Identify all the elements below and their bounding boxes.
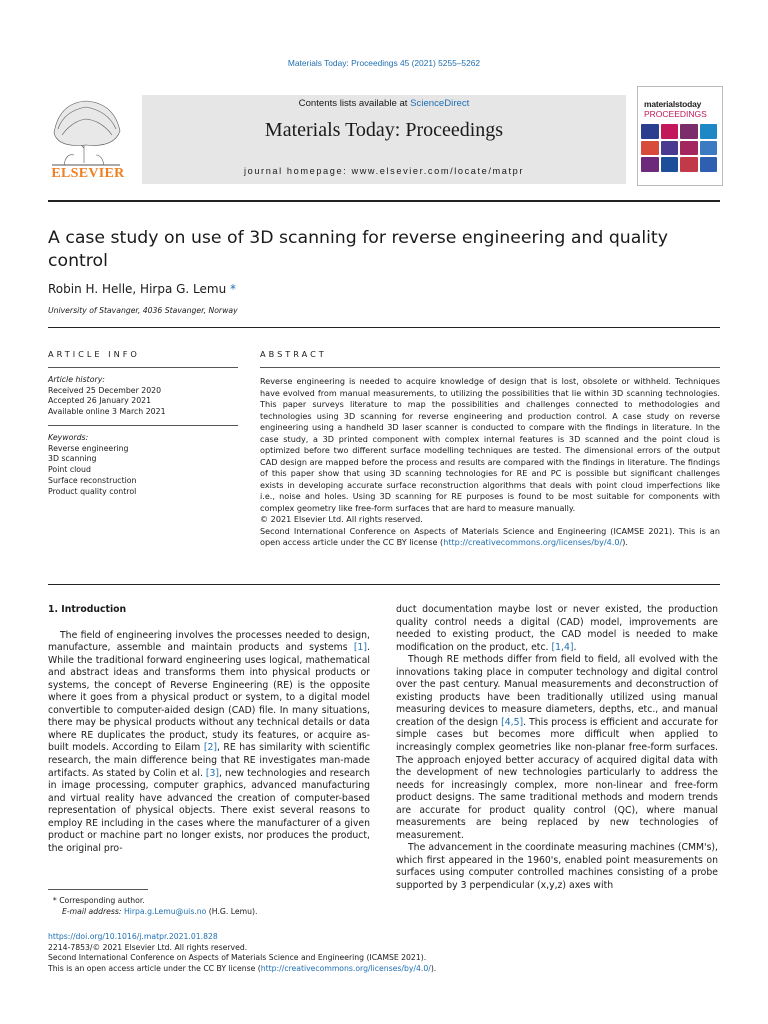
page-footer <box>48 932 720 974</box>
text-run: Though RE methods differ from field to field, all evolved with the innovations taking place in computer technology and digital control over the past century. Manual measurements and deconstruction of existing products have been traditionally utilized using manual measuring devices to measure diameters, depths, etc., and manual creation of the design <box>396 654 718 728</box>
cover-tile <box>680 157 698 172</box>
cover-tile <box>680 141 698 156</box>
cover-brand: materialstoday <box>644 99 702 109</box>
author-email-link[interactable]: Hirpa.g.Lemu@uis.no <box>123 907 207 916</box>
keyword: Surface reconstruction <box>48 475 137 485</box>
article-info-heading: ARTICLE INFO <box>48 349 140 359</box>
abstract-license <box>260 526 720 549</box>
text-run: , new technologies and research in image processing, computer graphics, advanced manufacturing and virtual reality have advanced the creation of computer-based representation of physical objects. There exist several reasons to employ RE including in the cases where the manufacturer of a given product or machine part no longer exists, nor produces the product, the original pro- <box>48 767 371 854</box>
email-label: E-mail address: <box>62 907 124 916</box>
keyword: 3D scanning <box>48 454 97 464</box>
cover-tile <box>680 124 698 139</box>
doi-link[interactable]: https://doi.org/10.1016/j.matpr.2021.01.828 <box>48 932 218 941</box>
cover-image-grid <box>641 124 717 172</box>
citation-link[interactable]: [2] <box>203 742 217 754</box>
online-date: Available online 3 March 2021 <box>48 407 166 417</box>
journal-homepage[interactable]: journal homepage: www.elsevier.com/locate/matpr <box>244 166 524 176</box>
cover-subtitle: PROCEEDINGS <box>644 109 707 119</box>
intro-paragraph-3: The advancement in the coordinate measuring machines (CMM's), which first appeared in the 1960's, enabled point measurements on surfaces using computer controlled machines consisting of a probe supported by 3 perpendicular (x,y,z) axes with <box>396 842 718 892</box>
footer-license-prefix: This is an open access article under the CC BY license ( <box>48 963 261 973</box>
abstract-license-close: ). <box>622 537 628 547</box>
footnote-mark: * <box>52 896 57 905</box>
info-rule <box>48 367 238 368</box>
article-history <box>48 375 238 418</box>
header-rule <box>48 200 720 202</box>
intro-paragraph-1-continued <box>396 604 718 654</box>
cover-tile <box>700 124 718 139</box>
abstract-body <box>260 376 720 549</box>
text-run: duct documentation maybe lost or never existed, the production quality control needs a digital (CAD) model, improvements are needed to existing product, the CAD model is needed to make modification on the product, etc. <box>396 604 718 653</box>
citation-link[interactable]: [4,5] <box>501 716 524 728</box>
journal-reference-link[interactable]: Materials Today: Proceedings 45 (2021) 5255–5262 <box>287 58 481 68</box>
footer-license-link[interactable]: http://creativecommons.org/licenses/by/4.0/ <box>260 963 431 973</box>
journal-name: Materials Today: Proceedings <box>264 119 504 141</box>
issn-line: 2214-7853/© 2021 Elsevier Ltd. All rights reserved. <box>48 942 248 952</box>
keywords-block <box>48 433 238 497</box>
text-run: The field of engineering involves the processes needed to design, manufacture, assemble and maintain products and systems <box>48 629 370 654</box>
authors-text: Robin H. Helle, Hirpa G. Lemu <box>48 282 227 296</box>
keywords-rule <box>48 425 238 426</box>
abstract-license-link[interactable]: http://creativecommons.org/licenses/by/4.0/ <box>443 537 623 547</box>
keyword: Product quality control <box>48 486 137 496</box>
footer-license-close: ). <box>430 963 437 973</box>
corresponding-author-mark[interactable]: * <box>226 282 237 296</box>
elsevier-wordmark: ELSEVIER <box>51 166 125 181</box>
keyword: Point cloud <box>48 465 91 475</box>
text-run: . This process is efficient and accurate for simple cases but becomes more difficult when applied to increasingly complex geometries like non-planar free-form surfaces. The approach enjoyed better accuracy of acquired digital data with the development of new technologies particularly to address the needs for increasingly complex, more non-linear and free-form product designs. The same traditional methods and modern trends are accurate for product quality control (QC), where manual measurements are being replaced by new technologies of measurement. <box>396 716 718 841</box>
citation-link[interactable]: [3] <box>205 767 220 779</box>
citation-link[interactable]: [1,4] <box>551 641 574 653</box>
keyword: Reverse engineering <box>48 443 129 453</box>
cover-tile <box>700 141 718 156</box>
footnote-rule <box>48 889 148 890</box>
email-suffix: (H.G. Lemu). <box>206 907 258 916</box>
article-title: A case study on use of 3D scanning for reverse engineering and quality control <box>48 228 668 271</box>
intro-paragraph-2 <box>396 654 718 842</box>
citation-link[interactable]: [1] <box>353 642 368 654</box>
contents-line <box>142 98 626 109</box>
abstract-conference: Second International Conference on Aspects of Materials Science and Engineering (ICAMSE 2021). This is an open access article under the CC BY license ( <box>260 525 720 547</box>
accepted-date: Accepted 26 January 2021 <box>48 396 152 406</box>
cover-tile <box>700 157 718 172</box>
journal-cover-thumbnail <box>637 86 723 186</box>
body-column-right <box>396 604 718 893</box>
footnote-text: Corresponding author. <box>59 896 145 905</box>
sciencedirect-link[interactable]: ScienceDirect <box>410 98 470 109</box>
affiliation: University of Stavanger, 4036 Stavanger, Norway <box>48 306 238 315</box>
cover-tile <box>641 141 659 156</box>
text-run: . <box>573 641 577 653</box>
title-rule <box>48 327 720 328</box>
footer-conference: Second International Conference on Aspects of Materials Science and Engineering (ICAMSE 2021). <box>48 953 427 962</box>
abstract-copyright: © 2021 Elsevier Ltd. All rights reserved. <box>260 514 423 524</box>
text-run: . While the traditional forward engineering uses logical, mathematical and abstract ideas and transforms them into physical products or systems, the concept of Reverse Engineering (RE) is the opposite where it goes from a physical product or system, to a digital model convertible to computer-aided design (CAD) file. In many situations, there may be physical products without any technical details or data where RE duplicates the product, study its features, or acquire as-built models. According to Eilam <box>48 642 370 754</box>
body-column-left <box>48 604 370 855</box>
keywords-label: Keywords: <box>48 433 89 442</box>
author-list <box>48 282 236 296</box>
abstract-heading: ABSTRACT <box>260 349 327 359</box>
corresponding-author-footnote <box>48 895 370 917</box>
cover-tile <box>661 157 679 172</box>
cover-tile <box>641 124 659 139</box>
abstract-rule <box>260 367 720 368</box>
abstract-paragraph: Reverse engineering is needed to acquire knowledge of design that is lost, obsolete or withheld. Techniques have evolved from manual measurements, to utilizing the possibilities that lie within 3D scanning technologies. This paper surveys literature to map the possibilities and challenges connected to methodologies and technologies using 3D scanning for reverse engineering and production control. A case study on reverse engineering using a handheld 3D laser scanner is conducted to compare with the findings in literature. In the case study, a 3D printed component with complex internal features is 3D scanned and the point cloud is optimized before two different surface modelling techniques are tested. The dimensional errors of the output CAD design are mapped before the process and results are compared with the findings in literature. The findings of this paper show that using 3D scanning technologies for RE and PC is possible but significant challenges exists in developing accurate surface reconstruction algorithms that deals with point cloud imperfections like i.e., noise and holes. Using 3D scanning for RE purposes is found to be most suitable for components with complex geometry like free-form surfaces that are hard to measure manually. <box>260 376 720 513</box>
cover-tile <box>661 141 679 156</box>
history-label: Article history: <box>48 375 105 384</box>
abstract-bottom-rule <box>48 584 720 585</box>
text-run: , RE has similarity with scientific research, the main difference being that RE investigates man-made artifacts. As stated by Colin et al. <box>48 742 370 779</box>
intro-paragraph-1 <box>48 630 370 856</box>
received-date: Received 25 December 2020 <box>48 385 162 395</box>
cover-tile <box>661 124 679 139</box>
contents-prefix: Contents lists available at <box>298 98 411 109</box>
cover-tile <box>641 157 659 172</box>
section-heading-introduction: 1. Introduction <box>48 604 127 615</box>
